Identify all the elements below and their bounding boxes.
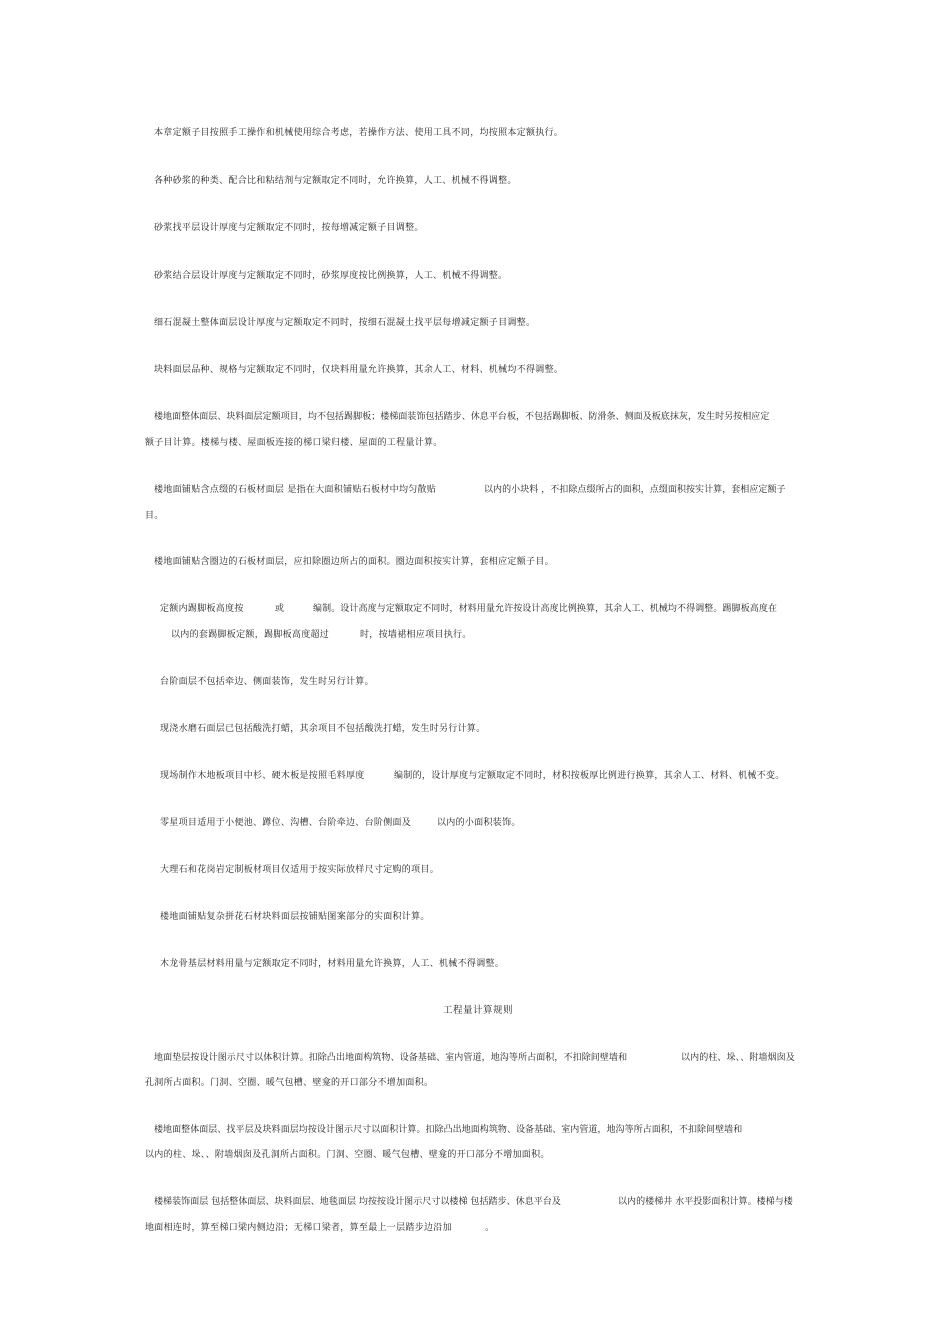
paragraph-6-line-1: 块料面层品种、规格与定额取定不同时，仅块料用量允许换算，其余人工、材料、机械均不得调整。 xyxy=(154,365,564,375)
section-title: 工程量计算规则 xyxy=(443,1005,514,1016)
rule-2-line-2: 以内的柱、垛、、附墙烟囱及孔洞所占面积。门洞、空圈、暖气包槽、壁龛的开口部分不增加面积。 xyxy=(145,1150,550,1160)
paragraph-8-line-1b: 以内的小块料 ，不扣除点缀所占的面积，点缀面积按实计算，套相应定额子 xyxy=(484,485,786,495)
paragraph-13-line-1b: 编制的，设计厚度与定额取定不同时，材积按板厚比例进行换算，其余人工、材料、机械不变。 xyxy=(394,771,785,781)
paragraph-15-line-1: 大理石和花岗岩定制板材项目仅适用于按实际放样尺寸定购的项目。 xyxy=(160,865,440,875)
rule-1-line-1a: 地面垫层按设计图示尺寸以体积计算。扣除凸出地面构筑物、设备基础、室内管道，地沟等所占面积，不扣除间壁墙和 xyxy=(154,1053,628,1063)
paragraph-2-line-1: 各种砂浆的种类、配合比和粘结剂与定额取定不同时，允许换算，人工、机械不得调整。 xyxy=(154,176,517,186)
paragraph-9-line-1: 楼地面铺贴含圈边的石板材面层，应扣除圈边所占的面积。圈边面积按实计算，套相应定额子目。 xyxy=(154,557,554,567)
paragraph-8-line-2: 目。 xyxy=(145,511,164,521)
paragraph-4-line-1: 砂浆结合层设计厚度与定额取定不同时，砂浆厚度按比例换算，人工、机械不得调整。 xyxy=(154,271,508,281)
paragraph-10-line-1c: 编制。设计高度与定额取定不同时，材料用量允许按设计高度比例换算，其余人工、机械均不得调整。踢脚板高度在 xyxy=(313,604,778,614)
rule-3-line-2b: 。 xyxy=(485,1223,495,1233)
rule-3-line-2a: 地面相连时，算至梯口梁内侧边沿；无梯口梁者，算至最上一层踏步边沿加 xyxy=(145,1223,452,1233)
rule-1-line-2: 孔洞所占面积。门洞、空圈、暖气包槽、壁龛的开口部分不增加面积。 xyxy=(145,1078,434,1088)
paragraph-7-line-1: 楼地面整体面层、块料面层定额项目，均不包括踢脚板；楼梯面装饰包括踏步、休息平台板，不包括踢脚板、防滑条、侧面及板底抹灰，发生时另按相应定 xyxy=(154,412,770,422)
rule-1-line-1b: 以内的柱、垛、、附墙烟囱及 xyxy=(681,1053,795,1063)
paragraph-10-line-1b: 或 xyxy=(275,604,285,614)
paragraph-14-line-1a: 零星项目适用于小便池、蹲位、沟槽、台阶牵边、台阶侧面及 xyxy=(160,818,412,828)
paragraph-16-line-1: 楼地面铺贴复杂拼花石材块料面层按铺贴图案部分的实面积计算。 xyxy=(160,912,430,922)
paragraph-11-line-1: 台阶面层不包括牵边、侧面装饰，发生时另行计算。 xyxy=(160,677,374,687)
paragraph-7-line-2: 额子目计算。楼梯与楼、屋面板连接的梯口梁归楼、屋面的工程量计算。 xyxy=(145,438,443,448)
paragraph-10-line-2a: 以内的套踢脚板定额，踢脚板高度超过 xyxy=(171,630,330,640)
paragraph-13-line-1a: 现场制作木地板项目中杉、硬木板是按照毛料厚度 xyxy=(160,771,365,781)
paragraph-17-line-1: 木龙骨基层材料用量与定额取定不同时，材料用量允许换算，人工、机械不得调整。 xyxy=(160,959,505,969)
rule-3-line-1b: 以内的楼梯井 水平投影面积计算。楼梯与楼 xyxy=(618,1197,793,1207)
paragraph-14-line-1b: 以内的小面积装饰。 xyxy=(437,818,521,828)
paragraph-10-line-2b: 时，按墙裙相应项目执行。 xyxy=(360,630,472,640)
paragraph-12-line-1: 现浇水磨石面层已包括酸洗打蜡，其余项目不包括酸洗打蜡，发生时另行计算。 xyxy=(160,724,486,734)
paragraph-10-line-1a: 定额内踢脚板高度按 xyxy=(160,604,244,614)
paragraph-5-line-1: 细石混凝土整体面层设计厚度与定额取定不同时，按细石混凝土找平层每增减定额子目调整。 xyxy=(154,318,536,328)
paragraph-1-line-1: 本章定额子目按照手工操作和机械使用综合考虑，若操作方法、使用工具不同，均按照本定额执行。 xyxy=(154,128,564,138)
rule-2-line-1: 楼地面整体面层、找平层及块料面层均按设计图示尺寸以面积计算。扣除凸出地面构筑物、设备基础、室内管道，地沟等所占面积，不扣除间壁墙和 xyxy=(154,1125,743,1135)
paragraph-8-line-1a: 楼地面铺贴含点缀的石板材面层 是指在大面积铺贴石板材中均匀散贴 xyxy=(154,485,437,495)
paragraph-3-line-1: 砂浆找平层设计厚度与定额取定不同时，按每增减定额子目调整。 xyxy=(154,223,424,233)
rule-3-line-1a: 楼梯装饰面层 包括整体面层、块料面层、地毯面层 均按按设计图示尺寸以楼梯 包括踏步、休息平台及 xyxy=(154,1197,561,1207)
